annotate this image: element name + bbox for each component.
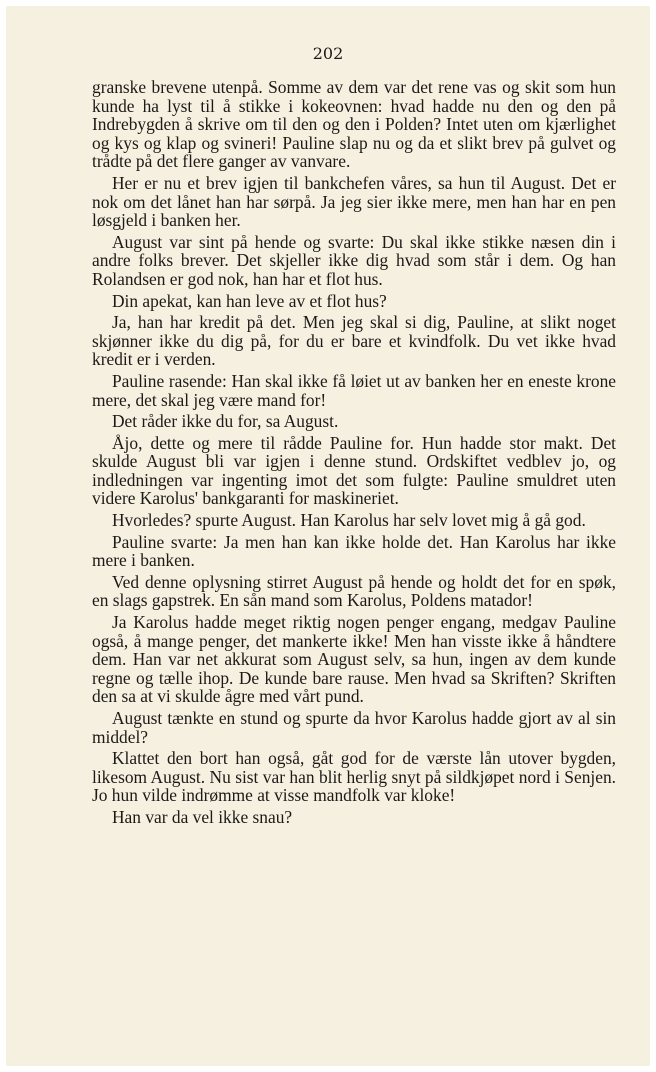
paragraph-3: August var sint på hende og svarte: Du skal ikke stikke næsen din i andre folks brever. Det skjeller ikke dig hvad som står i dem. Og han Rolandsen er god nok, han har et flot hus. xyxy=(92,231,616,289)
paragraph-7: Det råder ikke du for, sa August. xyxy=(112,411,339,432)
paragraph-9: Hvorledes? spurte August. Han Karolus har selv lovet mig å gå god. xyxy=(112,510,586,531)
paragraph-13: August tænkte en stund og spurte da hvor Karolus hadde gjort av al sin middel? xyxy=(92,708,616,747)
paragraph-15: Han var da vel ikke snau? xyxy=(112,806,293,827)
body-text xyxy=(92,78,616,830)
book-page xyxy=(6,6,650,1066)
paragraph-5: Ja, han har kredit på det. Men jeg skal si dig, Pauline, at slikt noget skjønner ikke du dig på, for du er bare et kvindfolk. Du vet ikke hvad kredit er i verden. xyxy=(92,312,616,370)
paragraph-14: Klattet den bort han også, gåt god for de værste lån utover bygden, likesom August. Nu sist var han blit herlig snyt på sildkjøpet nord i Senjen. Jo hun vilde indrømme at visse mandfolk var kloke! xyxy=(92,748,616,806)
paragraph-1: granske brevene utenpå. Somme av dem var det rene vas og skit som hun kunde ha lyst til å stikke i kokeovnen: hvad hadde nu den og den på Indrebygden å skrive om til den og den i Polden? Intet uten om kjærlighet og kys og klap og svineri! Pauline slap nu og da et slikt brev på gulvet og trådte på det flere ganger av vanvare. xyxy=(92,77,616,172)
paragraph-2: Her er nu et brev igjen til bankchefen våres, sa hun til August. Det er nok om det lånet han har sørpå. Ja jeg sier ikke mere, men han har en pen løsgjeld i banken her. xyxy=(92,172,616,231)
paragraph-4: Din apekat, kan han leve av et flot hus? xyxy=(112,290,387,311)
paragraph-11: Ved denne oplysning stirret August på hende og holdt det for en spøk, en slags gapstrek. En sån mand som Karolus, Poldens matador! xyxy=(92,571,616,611)
paragraph-10: Pauline svarte: Ja men han kan ikke holde det. Han Karolus har ikke mere i banken. xyxy=(92,531,616,571)
page-number: 202 xyxy=(312,44,344,63)
paragraph-12: Ja Karolus hadde meget riktig nogen penger engang, medgav Pauline også, å mange penger, det mankerte ikke! Men han visste ikke å håndtere dem. Han var net akkurat som August selv, sa hun, ingen av dem kunde regne og tælle ihop. De kunde bare rause. Men hvad sa Skriften? Skriften den sa at vi skulde ågre med vårt pund. xyxy=(92,612,616,707)
paragraph-8: Åjo, dette og mere til rådde Pauline for. Hun hadde stor makt. Det skulde August bli var igjen i denne stund. Ordskiftet vedblev jo, og indledningen var ingenting imot det som fulgte: Pauline smuldret uten videre Karolus' bankgaranti for maskineriet. xyxy=(92,432,616,509)
paragraph-6: Pauline rasende: Han skal ikke få løiet ut av banken her en eneste krone mere, det skal jeg være mand for! xyxy=(92,370,616,410)
